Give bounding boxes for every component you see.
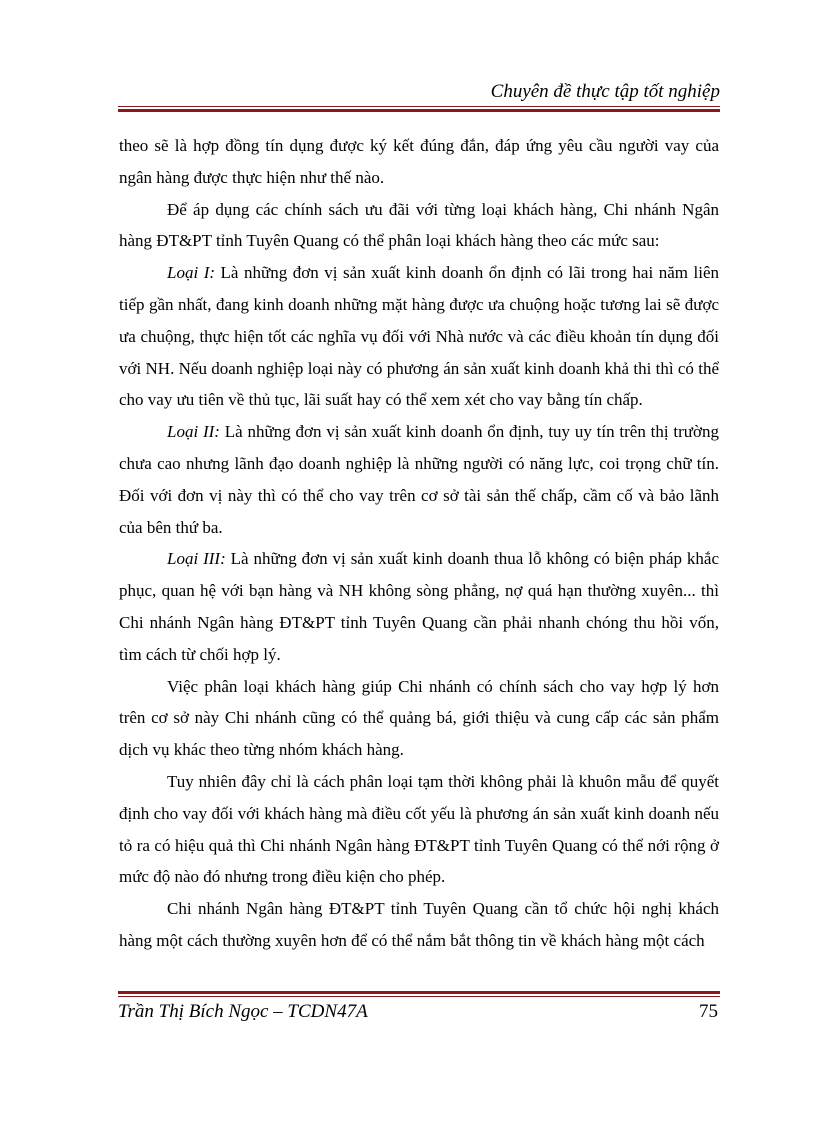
paragraph-benefit: Việc phân loại khách hàng giúp Chi nhánh có chính sách cho vay hợp lý hơn trên cơ sở này Chi nhánh cũng có thể quảng bá, giới thiệu và cung cấp các sản phẩm dịch vụ khác theo từng nhóm khách hàng.	[119, 676, 719, 760]
paragraph-continued: theo sẽ là hợp đồng tín dụng được ký kết đúng đắn, đáp ứng yêu cầu người vay của ngân hàng được thực hiện như thế nào.	[119, 136, 719, 187]
paragraph-intro-classification: Để áp dụng các chính sách ưu đãi với từng loại khách hàng, Chi nhánh Ngân hàng ĐT&PT tỉnh Tuyên Quang có thể phân loại khách hàng theo các mức sau:	[119, 199, 719, 251]
paragraph-conference: Chi nhánh Ngân hàng ĐT&PT tỉnh Tuyên Quang cần tổ chức hội nghị khách hàng một cách thường xuyên hơn để có thể nắm bắt thông tin về khách hàng một cách	[119, 899, 719, 950]
type-3-text: Là những đơn vị sản xuất kinh doanh thua lỗ không có biện pháp khắc phục, quan hệ với bạn hàng và NH không sòng phẳng, nợ quá hạn thường xuyên... thì Chi nhánh Ngân hàng ĐT&PT tỉnh Tuyên Quang cần phải nhanh chóng thu hồi vốn, tìm cách từ chối hợp lý.	[119, 549, 720, 664]
paragraph-type-1	[119, 257, 719, 416]
page-header-title: Chuyên đề thực tập tốt nghiệp	[490, 81, 720, 102]
header-divider	[118, 106, 720, 112]
type-2-label: Loại II:	[167, 422, 220, 442]
footer-divider	[118, 991, 720, 997]
type-1-text: Là những đơn vị sản xuất kinh doanh ổn định có lãi trong hai năm liên tiếp gần nhất, đang kinh doanh những mặt hàng được ưa chuộng hoặc tương lai sẽ được ưa chuộng, thực hiện tốt các nghĩa vụ đối với Nhà nước và các điều khoản tín dụng đối với NH. Nếu doanh nghiệp loại này có phương án sản xuất kinh doanh khả thi thì có thể cho vay ưu tiên về thủ tục, lãi suất hay có thể xem xét cho vay bằng tín chấp.	[119, 263, 719, 410]
document-body	[119, 130, 719, 957]
type-3-label: Loại III:	[167, 549, 226, 569]
paragraph-type-3	[119, 543, 719, 670]
paragraph-type-2	[119, 416, 719, 543]
page-number: 75	[699, 1001, 718, 1022]
type-2-text: Là những đơn vị sản xuất kinh doanh ổn định, tuy uy tín trên thị trường chưa cao nhưng lãnh đạo doanh nghiệp là những người có năng lực, coi trọng chữ tín. Đối với đơn vị này thì có thể cho vay trên cơ sở tài sản thế chấp, cầm cố và bảo lãnh của bên thứ ba.	[119, 422, 719, 537]
paragraph-note: Tuy nhiên đây chỉ là cách phân loại tạm thời không phải là khuôn mẫu để quyết định cho vay đối với khách hàng mà điều cốt yếu là phương án sản xuất kinh doanh nếu tỏ ra có hiệu quả thì Chi nhánh Ngân hàng ĐT&PT tỉnh Tuyên Quang có thể nới rộng ở mức độ nào đó nhưng trong điều kiện cho phép.	[119, 771, 719, 887]
type-1-label: Loại I:	[167, 263, 216, 283]
footer-author: Trần Thị Bích Ngọc – TCDN47A	[118, 1001, 368, 1022]
